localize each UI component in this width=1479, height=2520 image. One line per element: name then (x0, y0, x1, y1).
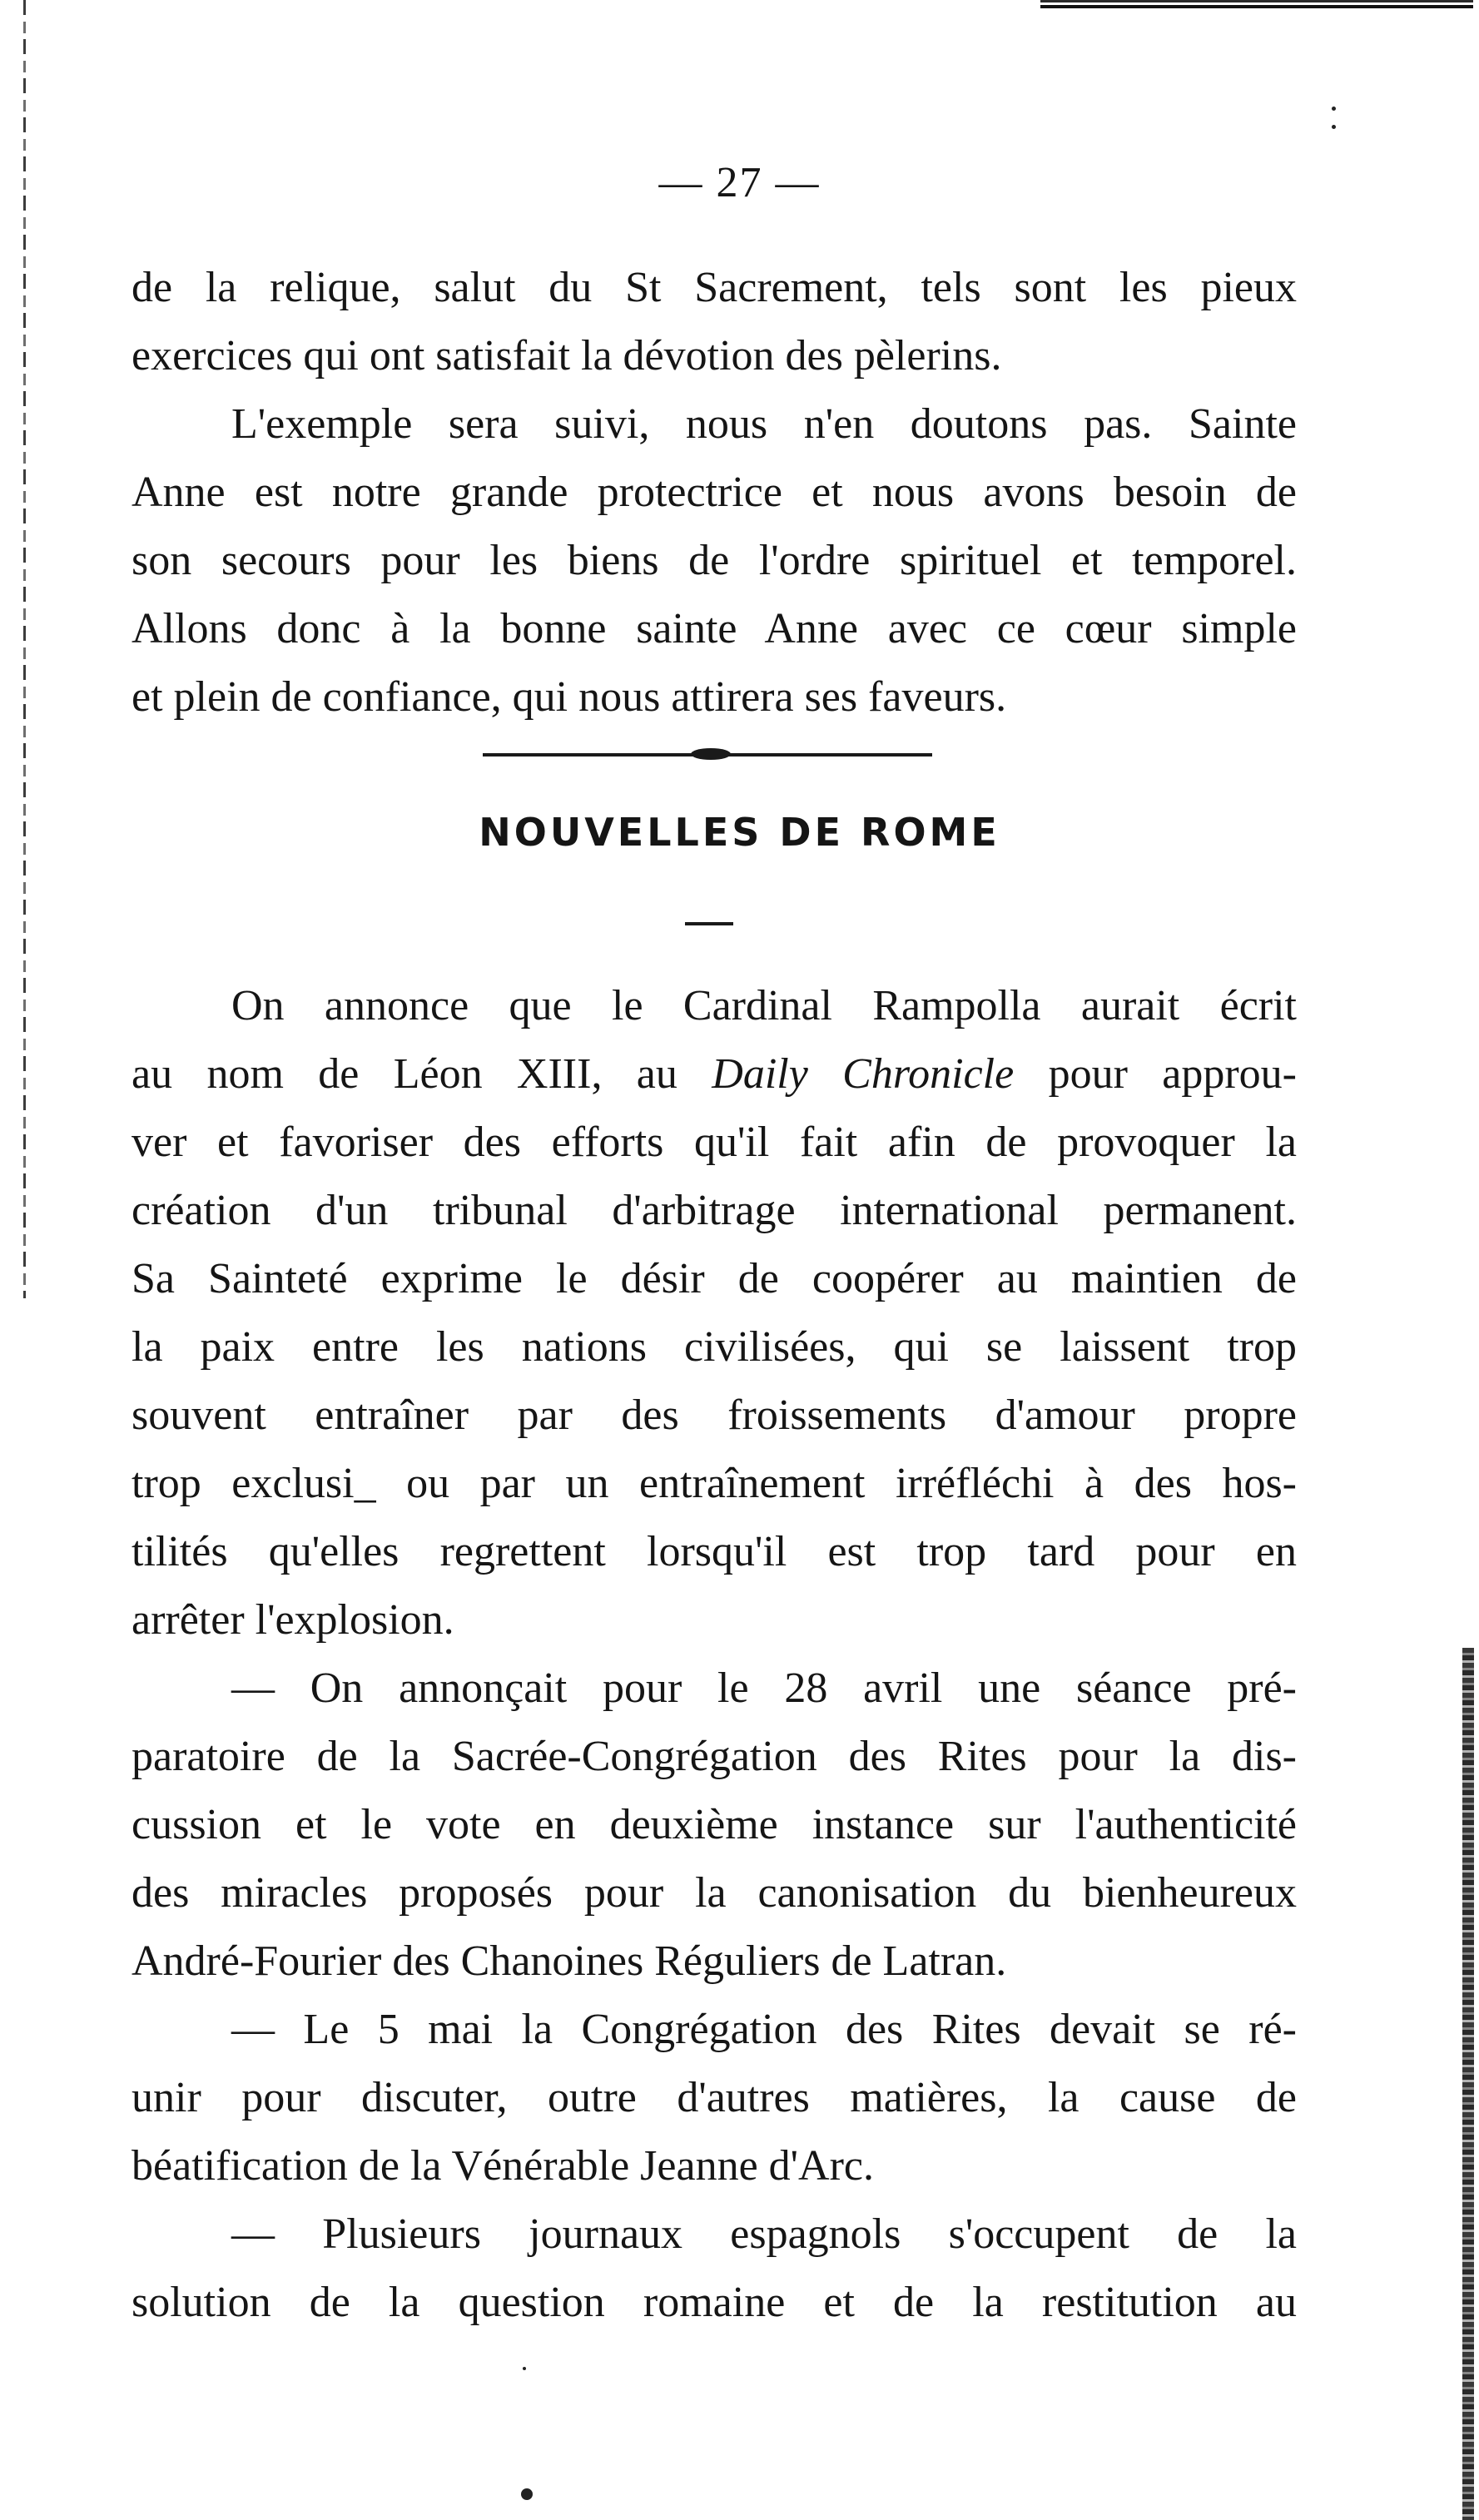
section-title: NOUVELLES DE ROME (479, 810, 1000, 855)
section-rule (685, 922, 733, 925)
text-line: souvent entraîner par des froissements d'amour propre (132, 1391, 1297, 1439)
text-fragment: pour approu- (1014, 1050, 1297, 1098)
text-line: — On annonçait pour le 28 avril une séance pré- (231, 1664, 1297, 1712)
text-line: tilités qu'elles regrettent lorsqu'il est trop tard pour en (132, 1528, 1297, 1575)
text-line: On annonce que le Cardinal Rampolla aurait écrit (231, 982, 1297, 1029)
text-line: des miracles proposés pour la canonisation du bienheureux (132, 1869, 1297, 1917)
text-line: de la relique, salut du St Sacrement, tels sont les pieux (132, 264, 1297, 311)
intro-text (132, 254, 1297, 732)
text-line: L'exemple sera suivi, nous n'en doutons pas. Sainte (231, 400, 1297, 448)
text-line: — Plusieurs journaux espagnols s'occupent de la (231, 2210, 1297, 2258)
text-fragment: au nom de Léon XIII, au (132, 1050, 712, 1098)
text-line: et plein de confiance, qui nous attirera ses faveurs. (132, 673, 1007, 721)
speck (521, 2488, 533, 2500)
divider-ornament (691, 748, 731, 760)
text-line: solution de la question romaine et de la restitution au (132, 2279, 1297, 2326)
text-line: Anne est notre grande protectrice et nous avons besoin de (132, 469, 1297, 516)
text-line: paratoire de la Sacrée-Congrégation des Rites pour la dis- (132, 1733, 1297, 1780)
text-line: unir pour discuter, outre d'autres matières, la cause de (132, 2074, 1297, 2121)
text-line: exercices qui ont satisfait la dévotion des pèlerins. (132, 332, 1002, 379)
text-line: béatification de la Vénérable Jeanne d'Arc. (132, 2142, 874, 2190)
text-line: son secours pour les biens de l'ordre spirituel et temporel. (132, 537, 1297, 584)
scan-right-edge (1462, 1648, 1474, 2520)
speck (1332, 125, 1336, 129)
text-line: cussion et le vote en deuxième instance sur l'authenticité (132, 1801, 1297, 1848)
text-line: Sa Sainteté exprime le désir de coopérer au maintien de (132, 1255, 1297, 1302)
speck (1332, 107, 1336, 111)
text-line: ver et favoriser des efforts qu'il fait afin de provoquer la (132, 1119, 1297, 1166)
text-line (132, 1040, 1297, 1109)
rome-news-text (132, 972, 1297, 2337)
speck (523, 2367, 526, 2370)
page-number: — 27 — (658, 159, 821, 206)
text-line: arrêter l'explosion. (132, 1596, 454, 1644)
text-line: André-Fourier des Chanoines Réguliers de Latran. (132, 1937, 1007, 1985)
text-line: Allons donc à la bonne sainte Anne avec ce cœur simple (132, 605, 1297, 652)
text-line: la paix entre les nations civilisées, qui se laissent trop (132, 1323, 1297, 1371)
text-line: trop exclusi_ ou par un entraînement irréfléchi à des hos- (132, 1460, 1297, 1507)
newspaper-title: Daily Chronicle (712, 1050, 1015, 1098)
text-line: création d'un tribunal d'arbitrage international permanent. (132, 1187, 1297, 1234)
scan-top-rule (1040, 0, 1473, 8)
text-line: — Le 5 mai la Congrégation des Rites devait se ré- (231, 2006, 1297, 2053)
